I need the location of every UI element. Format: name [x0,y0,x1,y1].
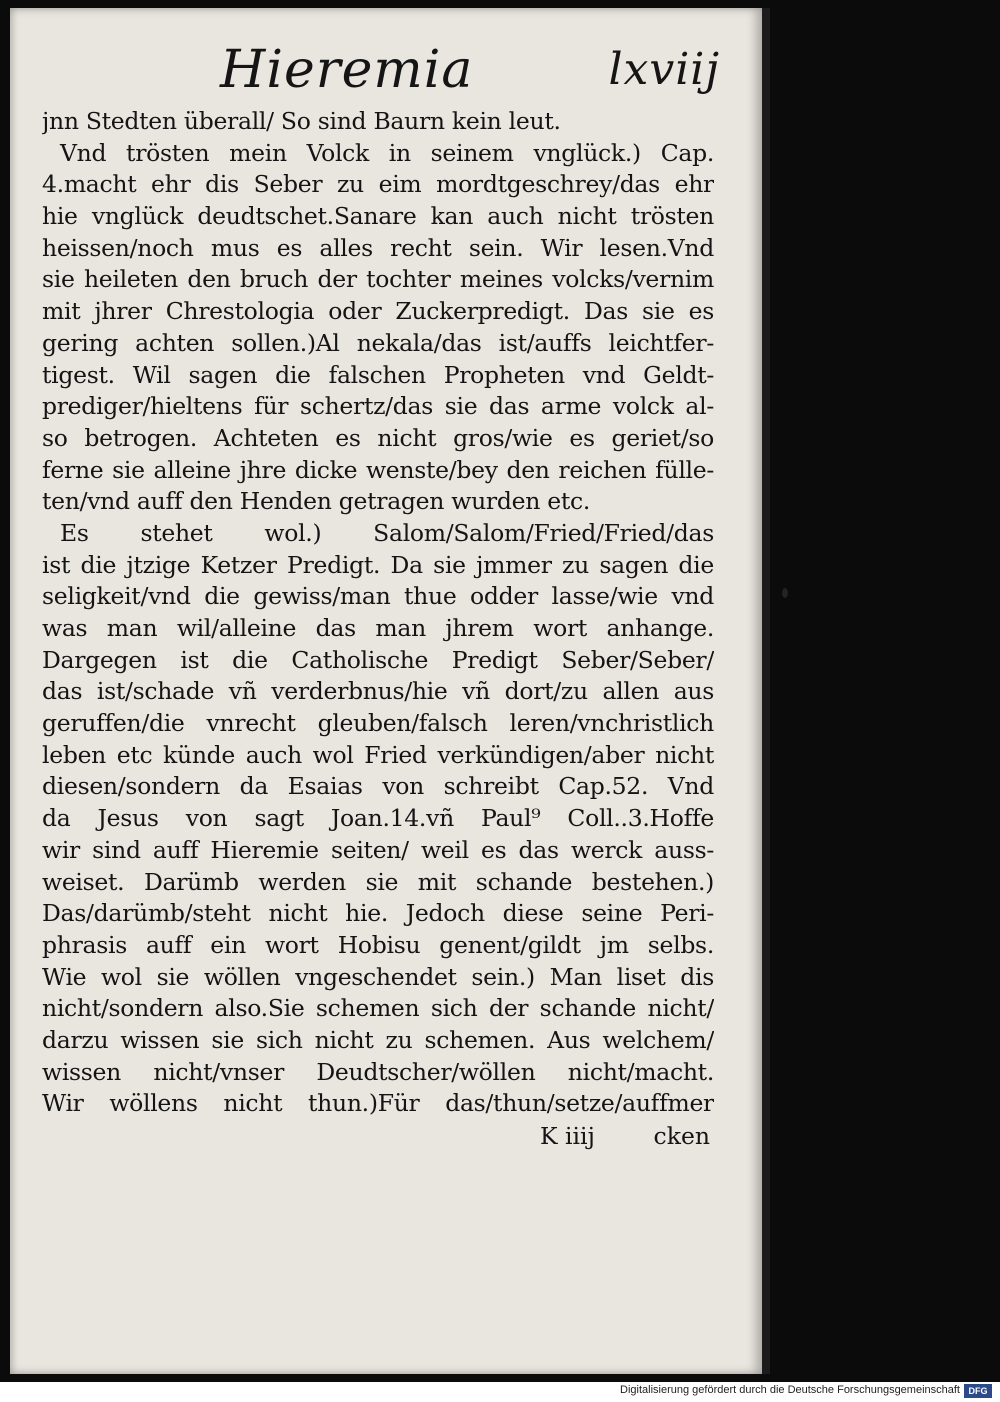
text-line: gering achten sollen.)Al nekala/das ist/auffs leichtfer- [42,328,714,357]
margin-mark [782,588,788,598]
text-line: ferne sie alleine jhre dicke wenste/bey den reichen fülle- [42,455,714,484]
text-line: das ist/schade vñ verderbnus/hie vñ dort/zu allen aus [42,677,714,706]
text-line: phrasis auff ein wort Hobisu genent/gildt jm selbs. [42,930,714,959]
text-line: Es stehet wol.) Salom/Salom/Fried/Fried/das [60,518,714,547]
text-line: so betrogen. Achteten es nicht gros/wie es geriet/so [42,423,714,452]
text-line: sie heileten den bruch der tochter meines volcks/vernim [42,265,714,294]
text-line: Wie wol sie wöllen vngeschendet sein.) Man liset dis [42,962,714,991]
text-line: leben etc künde auch wol Fried verkündigen/aber nicht [42,740,714,769]
page-gutter-edge [762,8,770,1374]
running-head [220,30,720,102]
text-line: nicht/sondern also.Sie schemen sich der schande nicht/ [42,994,714,1023]
text-line: geruffen/die vnrecht gleuben/falsch leren/vnchristlich [42,709,714,738]
footer-bar [0,1382,1000,1402]
text-line: tigest. Wil sagen die falschen Propheten vnd Geldt- [42,360,714,389]
text-line: Das/darümb/steht nicht hie. Jedoch diese seine Peri- [42,899,714,928]
text-line: seligkeit/vnd die gewiss/man thue odder lasse/wie vnd [42,582,714,611]
text-line: weiset. Darümb werden sie mit schande bestehen.) [42,867,714,896]
running-head-title: Hieremia [220,40,474,100]
funding-credit: Digitalisierung gefördert durch die Deutsche Forschungsgemeinschaft [620,1384,960,1396]
dfg-logo-icon: DFG [964,1384,992,1398]
text-line: hie vnglück deudtschet.Sanare kan auch nicht trösten [42,202,714,231]
folio-number: lxviij [608,44,720,95]
signature-mark: K iiij [540,1122,595,1150]
text-line: heissen/noch mus es alles recht sein. Wir lesen.Vnd [42,233,714,262]
text-line: darzu wissen sie sich nicht zu schemen. Aus welchem/ [42,1025,714,1054]
text-line: jnn Stedten überall/ So sind Baurn kein leut. [42,107,561,135]
text-line: 4.macht ehr dis Seber zu eim mordtgeschrey/das ehr [42,170,714,199]
text-line: ten/vnd auff den Henden getragen wurden etc. [42,487,591,516]
text-line: da Jesus von sagt Joan.14.vñ Paul⁹ Coll..3.Hoffe [42,804,714,833]
text-line: diesen/sondern da Esaias von schreibt Cap.52. Vnd [42,772,714,801]
text-line: wir sind auff Hieremie seiten/ weil es das werck auss- [42,835,714,864]
text-line: ist die jtzige Ketzer Predigt. Da sie jmmer zu sagen die [42,550,714,579]
body-text [42,106,714,1120]
text-line: wissen nicht/vnser Deudtscher/wöllen nicht/macht. [42,1057,714,1086]
text-line: Wir wöllens nicht thun.)Für das/thun/setze/auffmer [42,1089,714,1118]
text-line: Vnd trösten mein Volck in seinem vnglück.) Cap. [60,138,714,167]
catchword: cken [653,1122,710,1150]
text-line: mit jhrer Chrestologia oder Zuckerpredigt. Das sie es [42,297,714,326]
text-line: prediger/hieltens für schertz/das sie das arme volck al- [42,392,714,421]
text-line: was man wil/alleine das man jhrem wort anhange. [42,614,714,642]
text-line: Dargegen ist die Catholische Predigt Seber/Seber/ [42,645,714,674]
